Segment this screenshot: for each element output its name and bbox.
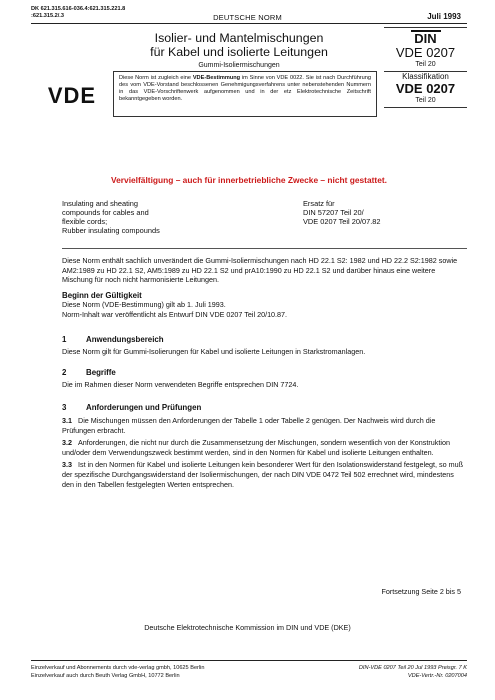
vde-logo: VDE [47,83,97,108]
section-3 [62,403,467,489]
vde-notice-text-2: im Sinne von VDE 0022. Sie ist nach Durchführung des vom VDE-Vorstand beschlossenen Genehmigungsverfahrens unter nebenstehenden Nummern in das VDE-Vorschriftenwerk aufgenommen und in der etz Elektrotechnische Zeitschrift bekanntgegeben worden. [119,75,371,102]
din-logo: DIN [411,30,441,45]
title-line-2: für Kabel und isolierte Leitungen [150,45,328,59]
replaces-label: Ersatz für [303,199,335,208]
din-number-block [384,27,467,72]
dk-line-1: DK 621.315.616-036.4:621.315.221.8 [31,6,126,12]
section-3-title: Anforderungen und Prüfungen [86,403,202,412]
section-2-title: Begriffe [86,368,116,377]
title-subtitle: Gummi-Isoliermischungen [198,62,280,69]
section-2-heading [62,368,467,377]
section-3-heading [62,403,467,412]
vde-notice-bold: VDE-Bestimmung [192,75,241,81]
section-3-3-number: 3.3 [62,460,72,470]
replaces-line-1: DIN 57207 Teil 20/ [303,208,364,217]
classification-block [384,72,467,108]
footer-rule [31,660,467,661]
footer-right-line-2: VDE-Vertr.-Nr. 0207004 [407,673,467,679]
footer-right [359,664,467,680]
vde-notice-text-1: Diese Norm ist zugleich eine [119,75,193,81]
section-1-heading [62,335,467,344]
footer-left-line-1: Einzelverkauf und Abonnements durch vde-verlag gmbh, 10625 Berlin [31,665,205,671]
section-3-number: 3 [62,403,67,412]
din-block-top-rule [384,27,467,28]
classification-number: VDE 0207 [395,81,456,96]
footer-left-line-2: Einzelverkauf auch durch Beuth Verlag GmbH, 10772 Berlin [31,673,180,679]
section-3-2 [62,438,467,457]
section-3-1-number: 3.1 [62,416,72,425]
title-line-1: Isolier- und Mantelmischungen [154,31,324,45]
section-2-number: 2 [62,368,67,377]
publication-date: Juli 1993 [427,12,461,21]
section-2 [62,368,467,390]
section-1-text: Diese Norm gilt für Gummi-Isolierungen für Kabel und isolierte Leitungen in Starkstromanlagen. [62,347,366,356]
english-title-line-4: Rubber insulating compounds [62,226,160,235]
section-3-1 [62,416,467,435]
footer-right-line-1: DIN-VDE 0207 Teil 20 Jul 1993 Preisgr. 7 K [358,665,467,671]
din-number: VDE 0207 [395,45,456,60]
footer-left [31,664,205,680]
section-1 [62,335,467,357]
section-1-title: Anwendungsbereich [86,335,164,344]
validity-line-2: Norm-Inhalt war veröffentlicht als Entwurf DIN VDE 0207 Teil 20/10.87. [62,309,288,319]
section-3-2-number: 3.2 [62,438,72,448]
validity-line-1: Diese Norm (VDE-Bestimmung) gilt ab 1. Juli 1993. [62,300,226,309]
continuation-note: Fortsetzung Seite 2 bis 5 [381,587,461,596]
section-rule [62,248,467,249]
dk-line-2: :621.315.2/.3 [31,13,64,19]
classification-label: Klassifikation [402,72,449,81]
committee-line: Deutsche Elektrotechnische Kommission im DIN und VDE (DKE) [144,623,351,632]
vde-notice-box [113,71,377,117]
classification-teil: Teil 20 [415,97,436,104]
norm-label: DEUTSCHE NORM [213,13,282,22]
replaces-block [303,199,381,226]
english-title-line-3: flexible cords; [62,217,108,226]
section-1-number: 1 [62,335,67,344]
section-3-2-text: Anforderungen, die nicht nur durch die Zusammensetzung der Mischungen, sondern wesentlich von der Konstruktion und/oder dem Verwendungszweck bestimmt werden, sind in den Normen für Kabel und isolierte Leitungen enthalten. [62,438,450,457]
header-rule [31,23,467,24]
section-3-1-text: Die Mischungen müssen den Anforderungen der Tabelle 1 oder Tabelle 2 genügen. Der Nachweis wird durch die Prüfungen erbracht. [62,416,436,435]
reproduction-warning: Vervielfältigung – auch für innerbetriebliche Zwecke – nicht gestattet. [111,175,387,185]
section-3-3 [62,460,467,489]
section-3-3-text: Ist in den Normen für Kabel und isolierte Leitungen kein besonderer Wert für den Isolationswiderstand festgelegt, so muß der spezifische Durchgangswiderstand der Isoliermischungen, der nach DIN VDE 0472 Teil 502 errechnet wird, mindestens den in den Tabellen festgelegten Werten entsprechen. [62,460,464,489]
din-teil: Teil 20 [415,61,436,68]
section-2-text: Die im Rahmen dieser Norm verwendeten Begriffe entsprechen DIN 7724. [62,380,299,389]
intro-paragraph: Diese Norm enthält sachlich unverändert die Gummi-Isoliermischungen nach HD 22.1 S2: 1982 und HD 22.2 S2:1982 sowie AM2:1989 zu HD 22.1 S2, AM5:1989 zu HD 22.1 S2 und prA10:1990 zu HD 22.1 S2 und darüber hinaus eine weitere Mischung für noch nicht harmonisierte Leitungen. [62,256,458,285]
validity-heading: Beginn der Gültigkeit [62,291,142,300]
validity-section [62,291,467,319]
english-title-line-1: Insulating and sheating [62,199,139,208]
classification-bottom-rule [384,107,467,108]
document-title [108,31,370,69]
english-title [62,199,160,235]
replaces-line-2: VDE 0207 Teil 20/07.82 [303,217,381,226]
english-title-line-2: compounds for cables and [62,208,149,217]
